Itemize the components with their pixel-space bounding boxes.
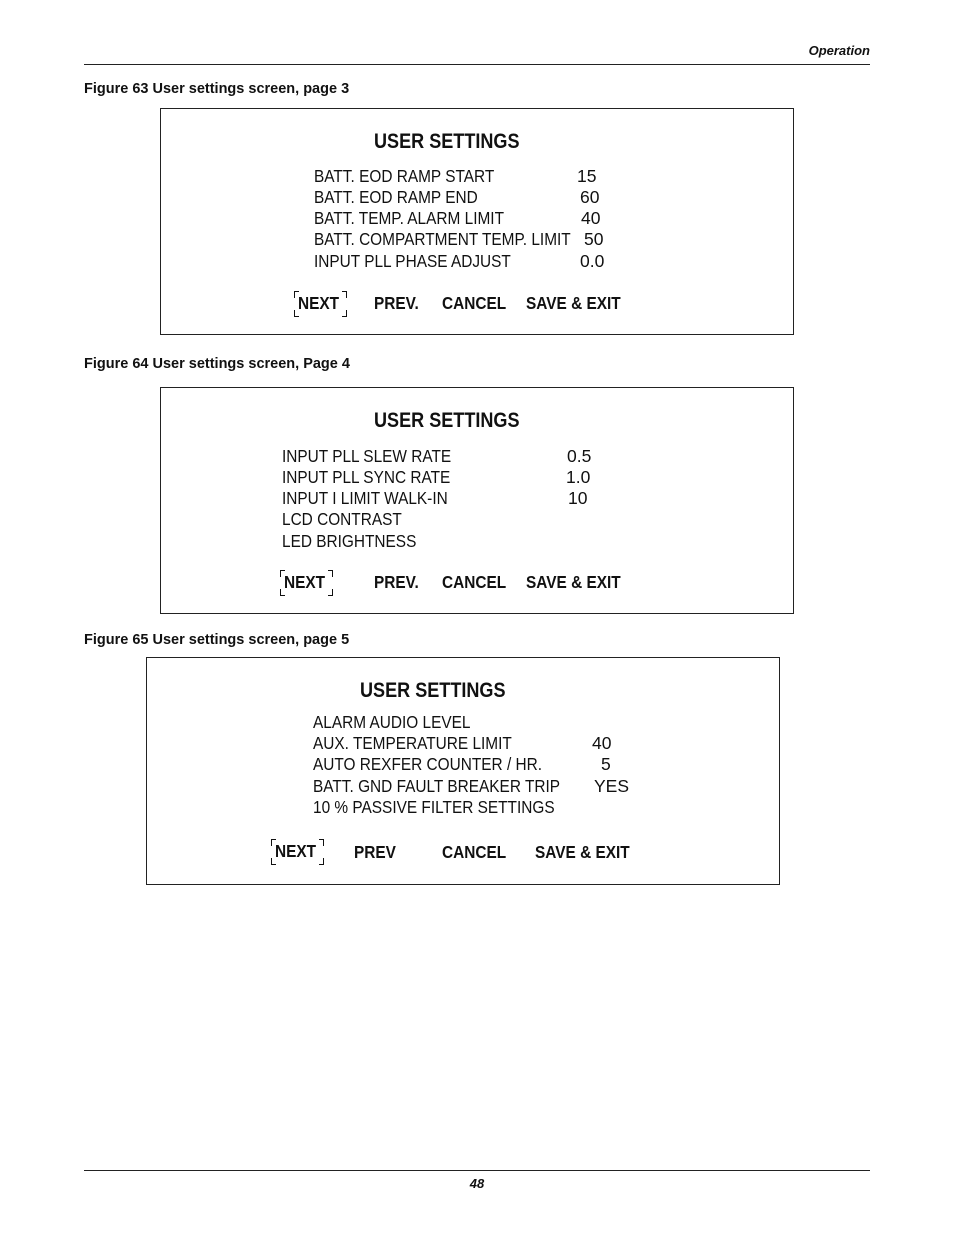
next-button[interactable] [275, 841, 322, 862]
next-label: NEXT [275, 841, 317, 861]
next-label: NEXT [298, 293, 340, 313]
next-button[interactable] [298, 293, 345, 314]
save-exit-button[interactable]: SAVE & EXIT [526, 293, 621, 313]
next-button[interactable] [284, 572, 331, 593]
setting-value: 50 [584, 229, 604, 249]
figure-65-screen [146, 657, 780, 885]
setting-label: LED BRIGHTNESS [282, 531, 417, 551]
setting-label: 10 % PASSIVE FILTER SETTINGS [313, 797, 555, 817]
prev-button[interactable]: PREV [354, 842, 396, 862]
save-exit-button[interactable]: SAVE & EXIT [535, 842, 630, 862]
next-label: NEXT [284, 572, 326, 592]
setting-value: 10 [568, 488, 588, 508]
prev-button[interactable]: PREV. [374, 572, 419, 592]
figure-63-screen [160, 108, 794, 335]
setting-value: 5 [601, 754, 611, 774]
setting-label: LCD CONTRAST [282, 509, 402, 529]
screen-title: USER SETTINGS [374, 130, 520, 153]
setting-value: 0.0 [580, 251, 605, 271]
footer-rule [84, 1170, 870, 1171]
figure-65-caption: Figure 65 User settings screen, page 5 [84, 632, 350, 648]
setting-label: BATT. EOD RAMP END [314, 187, 478, 207]
setting-value: 0.5 [567, 446, 592, 466]
page-number: 48 [469, 1176, 485, 1191]
setting-value: 1.0 [566, 467, 591, 487]
cancel-button[interactable]: CANCEL [442, 842, 507, 862]
setting-label: BATT. GND FAULT BREAKER TRIP [313, 776, 561, 796]
setting-label: INPUT PLL PHASE ADJUST [314, 251, 511, 271]
setting-label: BATT. EOD RAMP START [314, 166, 495, 186]
screen-title: USER SETTINGS [374, 409, 520, 432]
cancel-button[interactable]: CANCEL [442, 572, 507, 592]
setting-label: BATT. TEMP. ALARM LIMIT [314, 208, 504, 228]
setting-value: YES [594, 776, 630, 796]
setting-label: BATT. COMPARTMENT TEMP. LIMIT [314, 229, 571, 249]
setting-label: AUX. TEMPERATURE LIMIT [313, 733, 512, 753]
setting-label: ALARM AUDIO LEVEL [313, 712, 471, 732]
setting-value: 40 [592, 733, 612, 753]
setting-label: INPUT I LIMIT WALK-IN [282, 488, 448, 508]
prev-button[interactable]: PREV. [374, 293, 419, 313]
setting-value: 60 [580, 187, 600, 207]
setting-label: AUTO REXFER COUNTER / HR. [313, 754, 543, 774]
header-rule [84, 64, 870, 65]
screen-title: USER SETTINGS [360, 679, 506, 702]
setting-label: INPUT PLL SLEW RATE [282, 446, 452, 466]
figure-63-caption: Figure 63 User settings screen, page 3 [84, 81, 350, 97]
setting-value: 15 [577, 166, 597, 186]
figure-64-screen [160, 387, 794, 614]
setting-label: INPUT PLL SYNC RATE [282, 467, 451, 487]
cancel-button[interactable]: CANCEL [442, 293, 507, 313]
save-exit-button[interactable]: SAVE & EXIT [526, 572, 621, 592]
figure-64-caption: Figure 64 User settings screen, Page 4 [84, 356, 350, 372]
setting-value: 40 [581, 208, 601, 228]
section-header: Operation [808, 43, 870, 58]
